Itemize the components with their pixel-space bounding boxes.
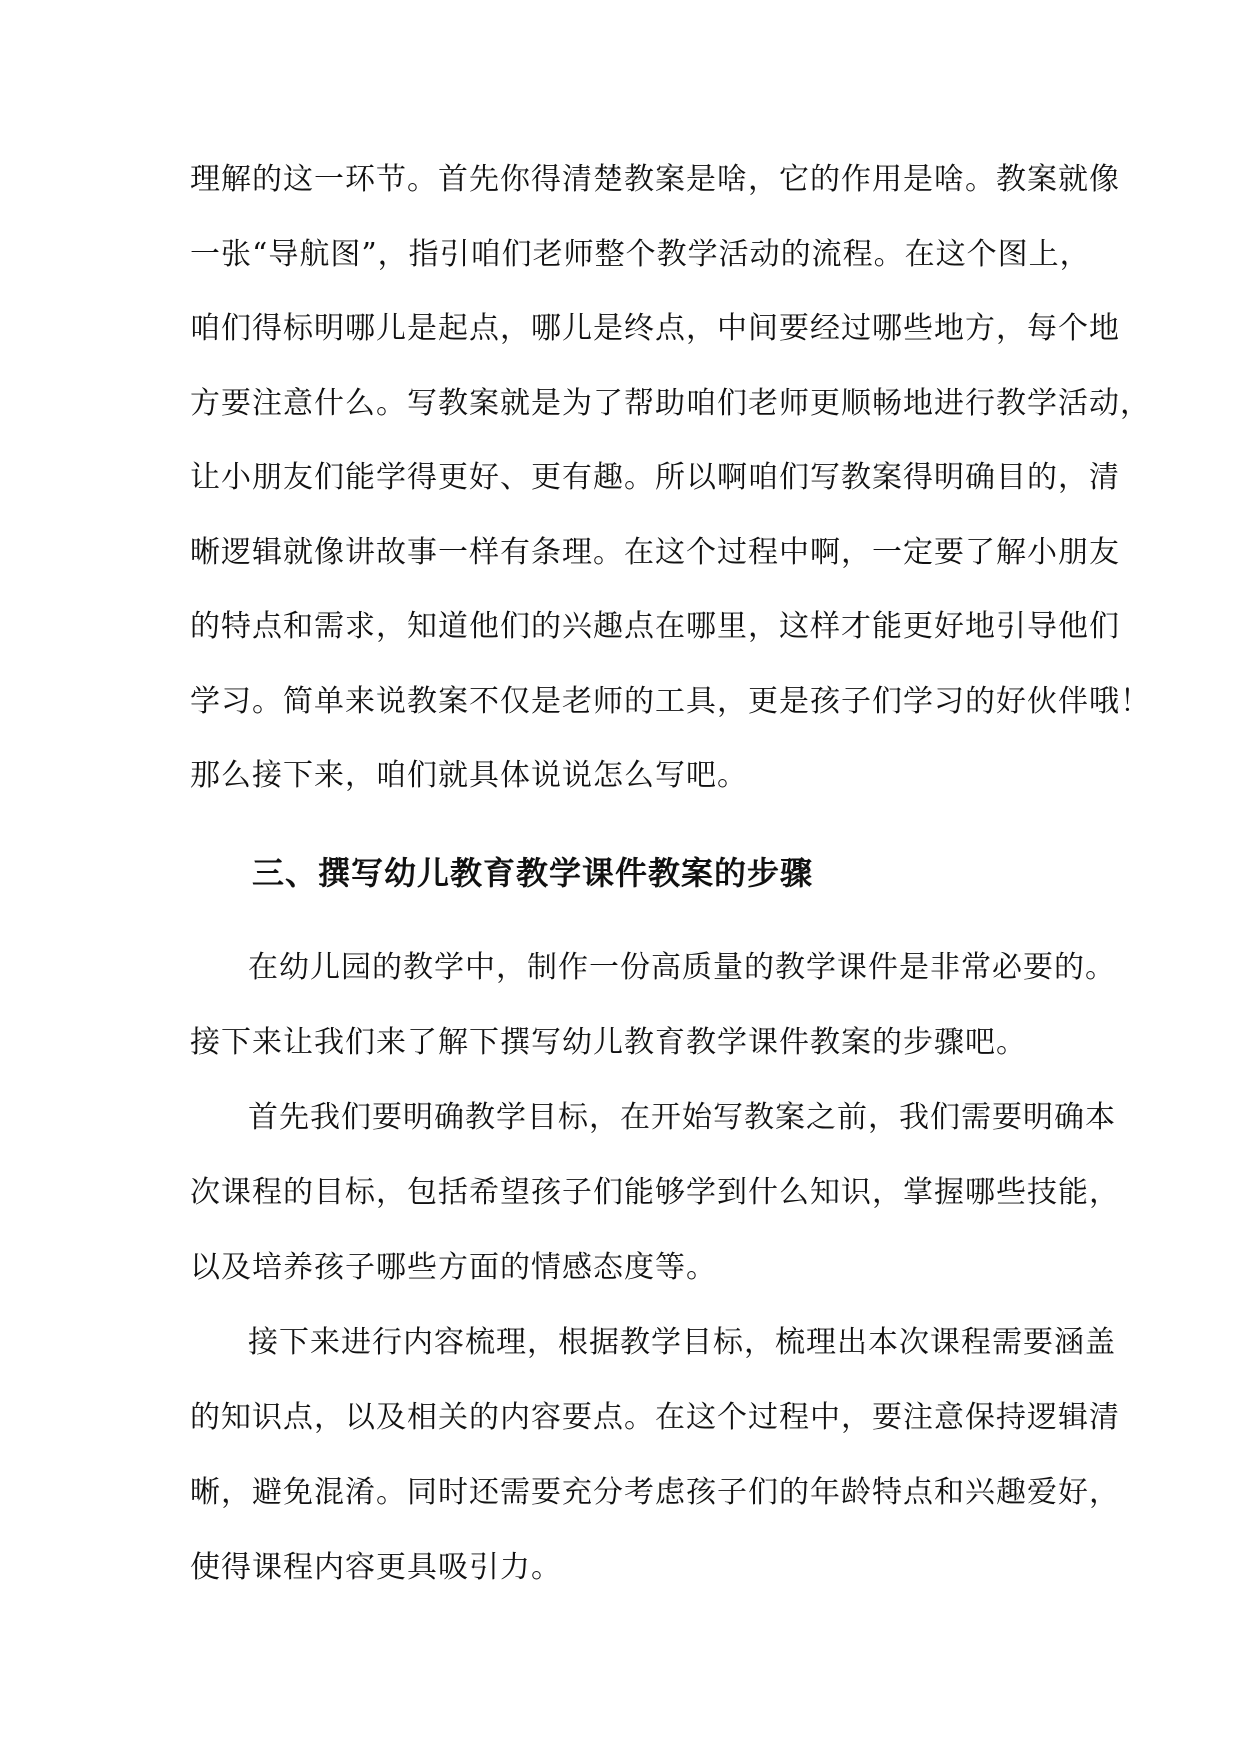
text-line: 让小朋友们能学得更好、更有趣。所以啊咱们写教案得明确目的，清 <box>190 460 1120 495</box>
text-line: 晰，避免混淆。同时还需要充分考虑孩子们的年龄特点和兴趣爱好， <box>190 1475 1120 1510</box>
text-line: 方要注意什么。写教案就是为了帮助咱们老师更顺畅地进行教学活动， <box>190 385 1151 421</box>
text-line: 理解的这一环节。首先你得清楚教案是啥，它的作用是啥。教案就像 <box>190 162 1120 197</box>
text-line: 的特点和需求，知道他们的兴趣点在哪里，这样才能更好地引导他们 <box>190 609 1120 644</box>
section-heading: 三、撰写幼儿教育教学课件教案的步骤 <box>252 854 814 892</box>
text-line: 晰逻辑就像讲故事一样有条理。在这个过程中啊，一定要了解小朋友 <box>190 534 1120 570</box>
text-line: 接下来进行内容梳理，根据教学目标，梳理出本次课程需要涵盖 <box>248 1325 1116 1360</box>
text-line: 以及培养孩子哪些方面的情感态度等。 <box>190 1250 717 1285</box>
text-line: 咱们得标明哪儿是起点，哪儿是终点，中间要经过哪些地方，每个地 <box>190 311 1120 346</box>
text-line: 的知识点，以及相关的内容要点。在这个过程中，要注意保持逻辑清 <box>190 1400 1120 1435</box>
text-line: 在幼儿园的教学中，制作一份高质量的教学课件是非常必要的。 <box>248 950 1116 985</box>
paragraph-continued <box>190 143 1151 814</box>
text-line: 学习。简单来说教案不仅是老师的工具，更是孩子们学习的好伙伴哦！ <box>190 683 1151 719</box>
text-line: 首先我们要明确教学目标，在开始写教案之前，我们需要明确本 <box>248 1100 1116 1135</box>
text-line: 那么接下来，咱们就具体说说怎么写吧。 <box>190 758 748 793</box>
text-line: 接下来让我们来了解下撰写幼儿教育教学课件教案的步骤吧。 <box>190 1025 1027 1060</box>
section-body <box>190 930 1120 1605</box>
text-line: 次课程的目标，包括希望孩子们能够学到什么知识，掌握哪些技能， <box>190 1175 1120 1210</box>
text-line: 一张“导航图”，指引咱们老师整个教学活动的流程。在这个图上， <box>190 236 1091 272</box>
text-line: 使得课程内容更具吸引力。 <box>190 1550 562 1585</box>
